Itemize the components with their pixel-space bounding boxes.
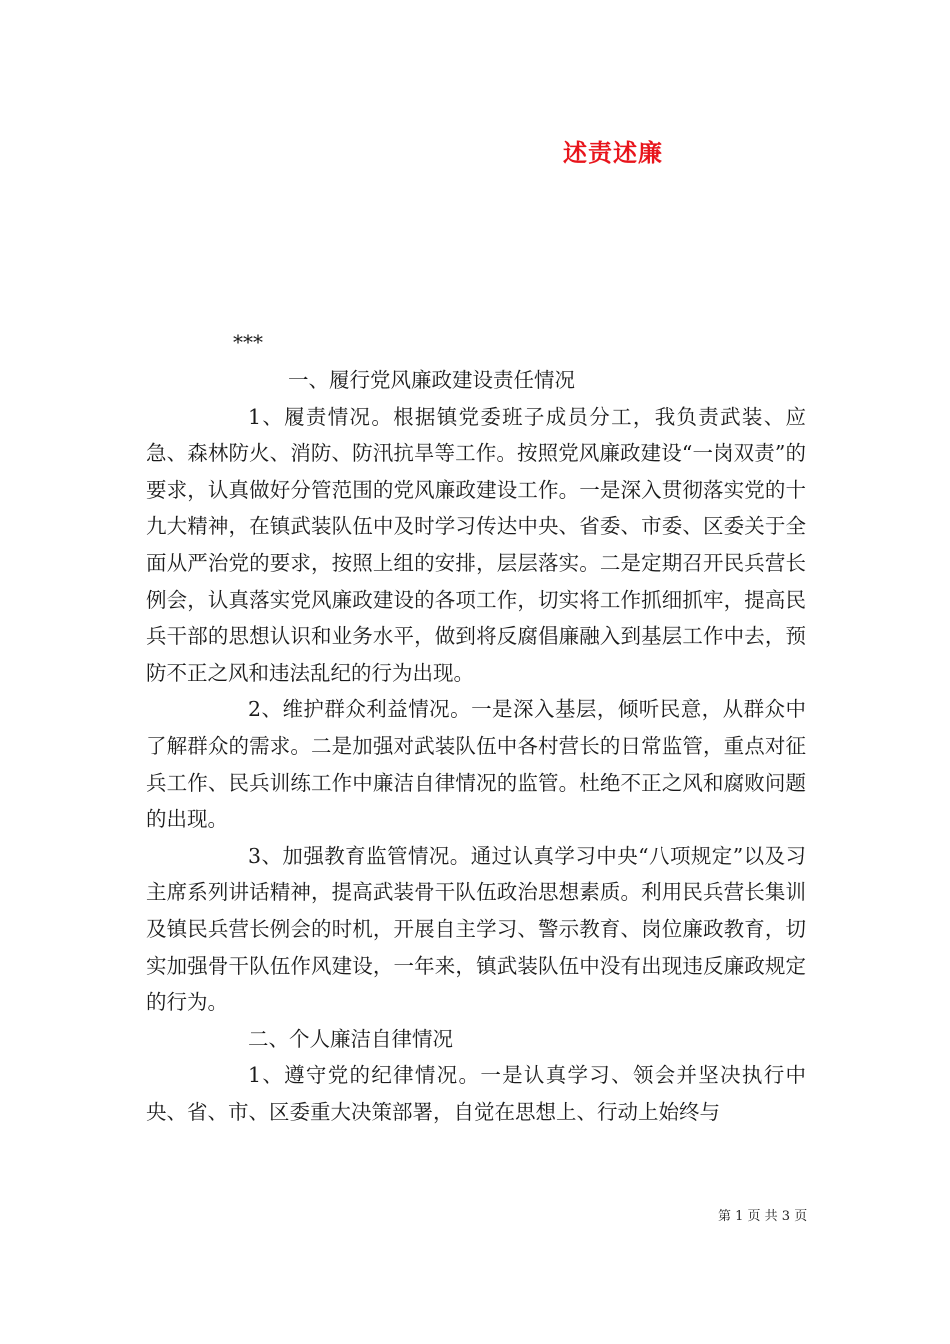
document-title: 述责述廉 <box>563 138 663 167</box>
section-heading-1: 一、履行党风廉政建设责任情况 <box>288 368 575 392</box>
document-body <box>146 362 806 1130</box>
paragraph-public-interest: 2、维护群众利益情况。一是深入基层，倾听民意，从群众中了解群众的需求。二是加强对武装队伍中各村营长的日常监管，重点对征兵工作、民兵训练工作中廉洁自律情况的监管。杜绝不正之风和腐败问题的出现。 <box>146 697 806 832</box>
author-placeholder: *** <box>233 330 263 354</box>
paragraph-duty-performance: 1、履责情况。根据镇党委班子成员分工，我负责武装、应急、森林防火、消防、防汛抗旱等工作。按照党风廉政建设“一岗双责”的要求，认真做好分管范围的党风廉政建设工作。一是深入贯彻落实党的十九大精神，在镇武装队伍中及时学习传达中央、省委、市委、区委关于全面从严治党的要求，按照上组的安排，层层落实。二是定期召开民兵营长例会，认真落实党风廉政建设的各项工作，切实将工作抓细抓牢，提高民兵干部的思想认识和业务水平，做到将反腐倡廉融入到基层工作中去，预防不正之风和违法乱纪的行为出现。 <box>146 404 806 685</box>
page-number-footer: 第 1 页 共 3 页 <box>718 1209 808 1224</box>
paragraph-party-discipline: 1、遵守党的纪律情况。一是认真学习、领会并坚决执行中央、省、市、区委重大决策部署，自觉在思想上、行动上始终与 <box>146 1063 806 1124</box>
paragraph-education-supervision: 3、加强教育监管情况。通过认真学习中央“八项规定”以及习主席系列讲话精神，提高武装骨干队伍政治思想素质。利用民兵营长集训及镇民兵营长例会的时机，开展自主学习、警示教育、岗位廉政教育，切实加强骨干队伍作风建设，一年来，镇武装队伍中没有出现违反廉政规定的行为。 <box>146 843 806 1015</box>
section-heading-2: 二、个人廉洁自律情况 <box>248 1026 453 1051</box>
